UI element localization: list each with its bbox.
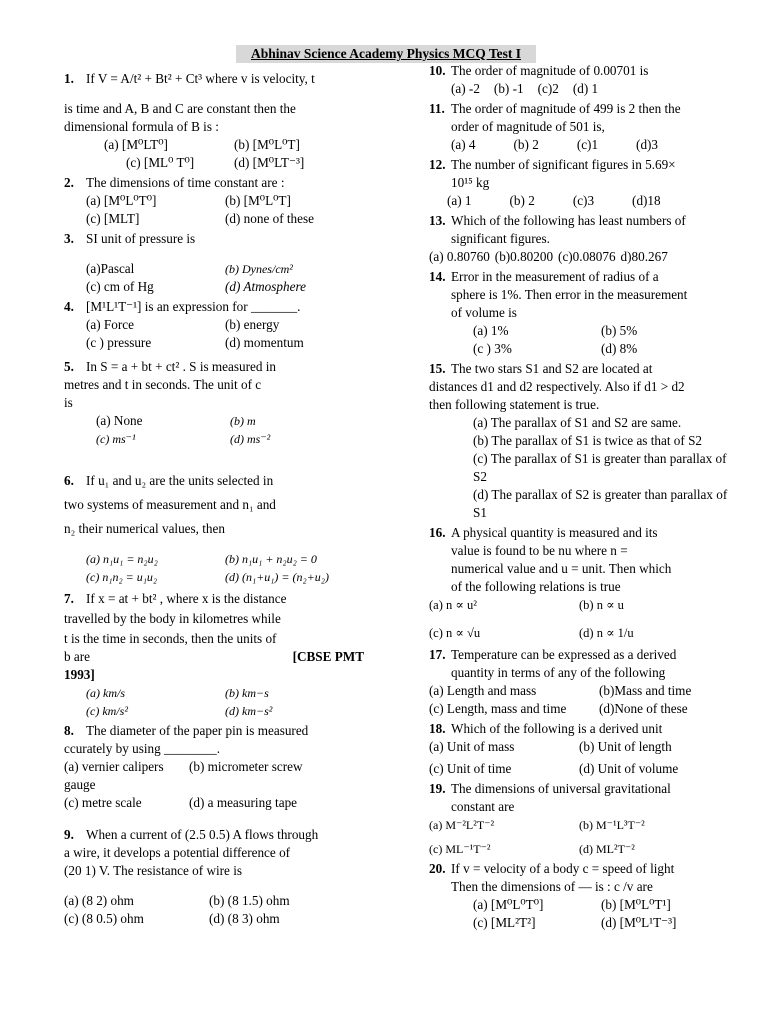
question-stem: If x = at + bt² , where x is the distance [86, 591, 287, 606]
question-10 [429, 62, 729, 98]
option-d: (d) 1 [572, 81, 599, 96]
option-b: (b) n₁u₁ + n₂u₂ = 0 [225, 552, 317, 566]
option-b: (b)0.80200 [494, 249, 554, 264]
option-b: (b) [M⁰L⁰T¹] [601, 897, 671, 912]
question-stem: The dimensions of time constant are : [86, 175, 285, 190]
option-d: (d) Atmosphere [225, 279, 306, 294]
question-number: 20. [429, 861, 446, 876]
option-c: (c) [ML²T²] [473, 915, 536, 930]
question-16 [429, 524, 729, 642]
option-a: (a)Pascal [86, 261, 135, 276]
question-stem: of the following relations is true [451, 579, 621, 594]
question-18 [429, 720, 729, 778]
option-b: (b) m [230, 414, 256, 428]
option-c: (c) n₁n₂ = u₁u₂ [86, 570, 158, 584]
option-a: (a) vernier calipers [64, 759, 164, 774]
question-stem: If v = velocity of a body c = speed of light [451, 861, 675, 876]
option-c: (c)2 [537, 81, 559, 96]
option-b: (b) 2 [509, 193, 535, 208]
page-title: Abhinav Science Academy Physics MCQ Test I [236, 45, 536, 63]
option-a: (a) None [96, 413, 143, 428]
question-stem: In S = a + bt + ct² . S is measured in [86, 359, 276, 374]
option-a: (a) 0.80760 [429, 249, 490, 264]
question-number: 18. [429, 721, 446, 736]
option-d: (d)3 [636, 137, 659, 152]
question-14 [429, 268, 729, 358]
question-number: 2. [64, 175, 74, 190]
question-stem: travelled by the body in kilometres while [64, 611, 281, 626]
question-12 [429, 156, 729, 210]
question-number: 7. [64, 591, 74, 606]
option-a: (a) n ∝ u² [429, 598, 477, 612]
option-a: (a) 1 [447, 193, 472, 208]
option-d: (d)18 [632, 193, 661, 208]
question-stem: Which of the following has least numbers of [451, 213, 686, 228]
option-d: (d)None of these [599, 701, 688, 716]
question-8 [64, 722, 364, 812]
option-c: (c) cm of Hg [86, 279, 154, 294]
question-stem: of volume is [451, 305, 517, 320]
exam-tag-year: 1993] [64, 667, 95, 682]
option-b: (b) [M⁰L⁰T] [225, 193, 291, 208]
option-c: (c) The parallax of S1 is greater than parallax of S2 [473, 451, 727, 484]
option-d: (d) ML²T⁻² [579, 842, 635, 856]
option-c: (c) Length, mass and time [429, 701, 567, 716]
option-b: (b) Unit of length [579, 739, 672, 754]
option-c: (c)3 [572, 193, 595, 208]
question-stem: n₂ their numerical values, then [64, 521, 225, 536]
question-stem: ccurately by using ________. [64, 741, 221, 756]
option-a: (a) 1% [473, 323, 509, 338]
option-b: (b) micrometer screw [189, 759, 303, 774]
question-20 [429, 860, 729, 932]
question-number: 8. [64, 723, 74, 738]
option-b: (b)Mass and time [599, 683, 692, 698]
question-13 [429, 212, 729, 266]
question-number: 9. [64, 827, 74, 842]
question-1 [64, 70, 364, 172]
option-b: (b) M⁻¹L³T⁻² [579, 818, 645, 832]
question-stem: (20 1) V. The resistance of wire is [64, 863, 242, 878]
option-d: (d) The parallax of S2 is greater than parallax of S1 [473, 487, 728, 520]
question-9 [64, 826, 364, 928]
option-c: (c)0.08076 [558, 249, 616, 264]
question-stem: order of magnitude of 501 is, [451, 119, 605, 134]
option-a: (a) (8 2) ohm [64, 893, 134, 908]
question-6 [64, 472, 364, 586]
option-d: (d) km−s² [225, 704, 273, 718]
option-c: (c ) pressure [86, 335, 152, 350]
option-c: (c) [MLT] [86, 211, 140, 226]
question-stem: Which of the following is a derived unit [451, 721, 663, 736]
option-d: (d) none of these [225, 211, 314, 226]
option-d: (d) 8% [601, 341, 638, 356]
question-11 [429, 100, 729, 154]
option-d: (d) [M⁰L¹T⁻³] [601, 915, 677, 930]
option-c: (c) km/s² [86, 704, 128, 718]
question-number: 6. [64, 473, 74, 488]
question-stem: sphere is 1%. Then error in the measurement [451, 287, 688, 302]
option-b: (b) (8 1.5) ohm [209, 893, 290, 908]
question-stem: dimensional formula of B is : [64, 119, 219, 134]
option-c: (c)1 [576, 137, 599, 152]
question-19 [429, 780, 729, 858]
option-d: (d) ms⁻² [230, 432, 271, 446]
question-stem: Then the dimensions of — is : c /v are [451, 879, 653, 894]
question-number: 10. [429, 63, 446, 78]
question-5 [64, 358, 364, 448]
option-a: (a) Force [86, 317, 134, 332]
question-stem: b are [64, 649, 90, 664]
question-2 [64, 174, 364, 228]
question-stem: The dimensions of universal gravitational [451, 781, 671, 796]
question-7 [64, 590, 364, 720]
option-c: (c) (8 0.5) ohm [64, 911, 144, 926]
question-stem: a wire, it develops a potential difference of [64, 845, 291, 860]
question-number: 19. [429, 781, 446, 796]
question-stem: [M¹L¹T⁻¹] is an expression for _______. [86, 299, 301, 314]
question-stem: The two stars S1 and S2 are located at [451, 361, 653, 376]
question-stem: significant figures. [451, 231, 550, 246]
question-stem: metres and t in seconds. The unit of c [64, 377, 262, 392]
question-number: 13. [429, 213, 446, 228]
question-stem: quantity in terms of any of the following [451, 665, 666, 680]
question-stem: SI unit of pressure is [86, 231, 196, 246]
option-b-cont: gauge [64, 777, 96, 792]
option-a: (a) [M⁰L⁰T⁰] [86, 193, 157, 208]
option-a: (a) M⁻²L²T⁻² [429, 818, 495, 832]
question-stem: two systems of measurement and n₁ and [64, 497, 276, 512]
question-stem: distances d1 and d2 respectively. Also if d1 > d2 [429, 379, 685, 394]
option-a: (a) km/s [86, 686, 125, 700]
question-stem: 10¹⁵ kg [451, 175, 490, 190]
question-stem: value is found to be nu where n = [451, 543, 628, 558]
question-stem: then following statement is true. [429, 397, 600, 412]
option-d: (d) [M⁰LT⁻³] [234, 155, 305, 170]
option-b: (b) 5% [601, 323, 638, 338]
option-b: (b) Dynes/cm² [225, 262, 293, 276]
question-3 [64, 230, 364, 296]
option-a: (a) n₁u₁ = n₂u₂ [86, 552, 158, 566]
question-number: 12. [429, 157, 446, 172]
question-stem: t is the time in seconds, then the units of [64, 631, 277, 646]
question-stem: The order of magnitude of 0.00701 is [451, 63, 649, 78]
option-a: (a) [M⁰LT⁰] [104, 137, 168, 152]
option-d: (d) (8 3) ohm [209, 911, 280, 926]
question-number: 1. [64, 71, 74, 86]
option-c: (c) ML⁻¹T⁻² [429, 842, 491, 856]
question-number: 16. [429, 525, 446, 540]
question-15 [429, 360, 729, 522]
option-b: (b) 2 [513, 137, 539, 152]
question-stem: The diameter of the paper pin is measured [86, 723, 309, 738]
question-number: 17. [429, 647, 446, 662]
option-b: (b) The parallax of S1 is twice as that of S2 [473, 433, 703, 448]
option-a: (a) Unit of mass [429, 739, 515, 754]
question-stem: A physical quantity is measured and its [451, 525, 658, 540]
question-number: 3. [64, 231, 74, 246]
question-stem: constant are [451, 799, 515, 814]
question-number: 15. [429, 361, 446, 376]
question-number: 4. [64, 299, 74, 314]
question-stem: If V = A/t² + Bt² + Ct³ where v is velocity, t [86, 71, 315, 86]
option-b: (b) [M⁰L⁰T] [234, 137, 300, 152]
option-c: (c) ms⁻¹ [96, 432, 136, 446]
question-stem: is time and A, B and C are constant then the [64, 101, 296, 116]
option-c: (c ) 3% [473, 341, 512, 356]
option-d: (d) Unit of volume [579, 761, 679, 776]
question-stem: Temperature can be expressed as a derived [451, 647, 677, 662]
option-b: (b) -1 [493, 81, 524, 96]
option-c: (c) n ∝ √u [429, 626, 481, 640]
option-c: (c) metre scale [64, 795, 142, 810]
right-column [429, 62, 729, 934]
question-17 [429, 646, 729, 718]
option-a: (a) 4 [451, 137, 476, 152]
option-d: d)80.267 [620, 249, 668, 264]
question-number: 5. [64, 359, 74, 374]
question-stem: The order of magnitude of 499 is 2 then the [451, 101, 681, 116]
question-stem: is [64, 395, 73, 410]
question-stem: If u₁ and u₂ are the units selected in [86, 473, 274, 488]
question-stem: Error in the measurement of radius of a [451, 269, 659, 284]
option-b: (b) km−s [225, 686, 269, 700]
question-number: 14. [429, 269, 446, 284]
option-a: (a) -2 [451, 81, 480, 96]
option-d: (d) (n₁+u₁) = (n₂+u₂) [225, 570, 329, 584]
question-stem: When a current of (2.5 0.5) A flows through [86, 827, 319, 842]
option-d: (d) a measuring tape [189, 795, 298, 810]
option-a: (a) The parallax of S1 and S2 are same. [473, 415, 682, 430]
question-stem: The number of significant figures in 5.69× [451, 157, 676, 172]
option-d: (d) momentum [225, 335, 304, 350]
option-a: (a) Length and mass [429, 683, 537, 698]
question-number: 11. [429, 101, 445, 116]
option-b: (b) n ∝ u [579, 598, 624, 612]
option-d: (d) n ∝ 1/u [579, 626, 634, 640]
option-c: (c) [ML⁰ T⁰] [126, 155, 195, 170]
option-c: (c) Unit of time [429, 761, 512, 776]
option-b: (b) energy [225, 317, 280, 332]
left-column [64, 62, 364, 930]
option-a: (a) [M⁰L⁰T⁰] [473, 897, 544, 912]
question-4 [64, 298, 364, 352]
exam-tag: [CBSE PMT [292, 649, 364, 664]
question-stem: numerical value and u = unit. Then which [451, 561, 672, 576]
